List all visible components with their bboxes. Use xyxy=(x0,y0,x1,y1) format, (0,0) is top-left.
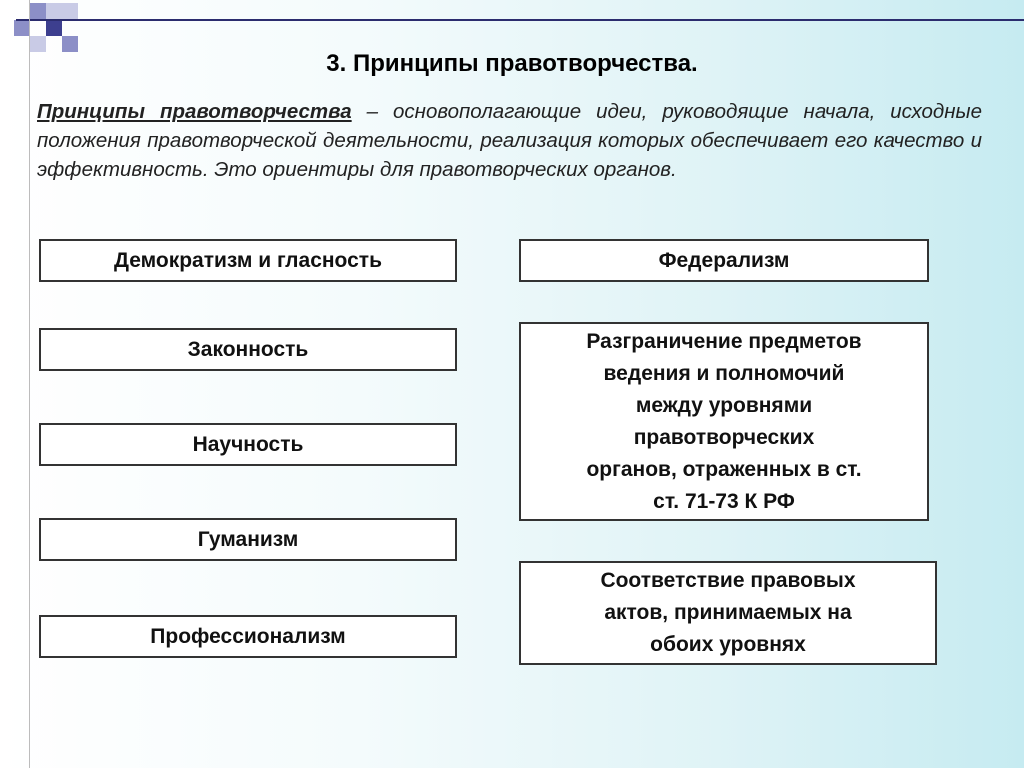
principle-line: Разграничение предметов xyxy=(586,329,862,353)
principle-line: обоих уровнях xyxy=(650,633,806,656)
decor-square xyxy=(14,20,30,36)
decor-square xyxy=(46,3,62,19)
principle-line: правотворческих xyxy=(633,425,815,449)
principle-box-humanism xyxy=(39,518,457,561)
principle-box-professionalism xyxy=(39,615,457,658)
page-title: 3. Принципы правотворчества. xyxy=(326,50,698,77)
principle-box-legality xyxy=(39,328,457,371)
intro-paragraph xyxy=(37,97,982,184)
principle-box-democracy xyxy=(39,239,457,282)
intro-definition: – основополагающие идеи, руководящие начала, исходные положения правотворческой деятельности, реализация которых обеспечивает его качество и эффективность. Это ориентиры для правотворческих органов. xyxy=(37,100,982,181)
decor-square xyxy=(30,3,46,19)
principle-box-conformity xyxy=(519,561,937,665)
principle-label: Профессионализм xyxy=(150,624,346,648)
principle-line: актов, принимаемых на xyxy=(604,601,852,624)
principle-line: органов, отраженных в ст. xyxy=(586,457,862,481)
header-rule xyxy=(16,19,1024,21)
decor-square xyxy=(62,3,78,19)
principle-line: Соответствие правовых xyxy=(600,569,856,592)
principle-box-delimitation xyxy=(519,322,929,521)
principle-label: Научность xyxy=(192,432,304,456)
principle-label: Законность xyxy=(187,337,309,361)
principle-line: между уровнями xyxy=(635,393,813,417)
principle-label: Гуманизм xyxy=(197,527,299,551)
intro-term: Принципы правотворчества xyxy=(37,100,352,123)
principle-label: Федерализм xyxy=(658,248,790,272)
principle-label: Демократизм и гласность xyxy=(114,248,382,272)
principle-line: ведения и полномочий xyxy=(603,361,845,385)
decor-square xyxy=(46,20,62,36)
principle-box-federalism xyxy=(519,239,929,282)
principle-line: ст. 71-73 К РФ xyxy=(653,489,795,513)
margin-rule xyxy=(29,0,30,768)
principle-box-science xyxy=(39,423,457,466)
